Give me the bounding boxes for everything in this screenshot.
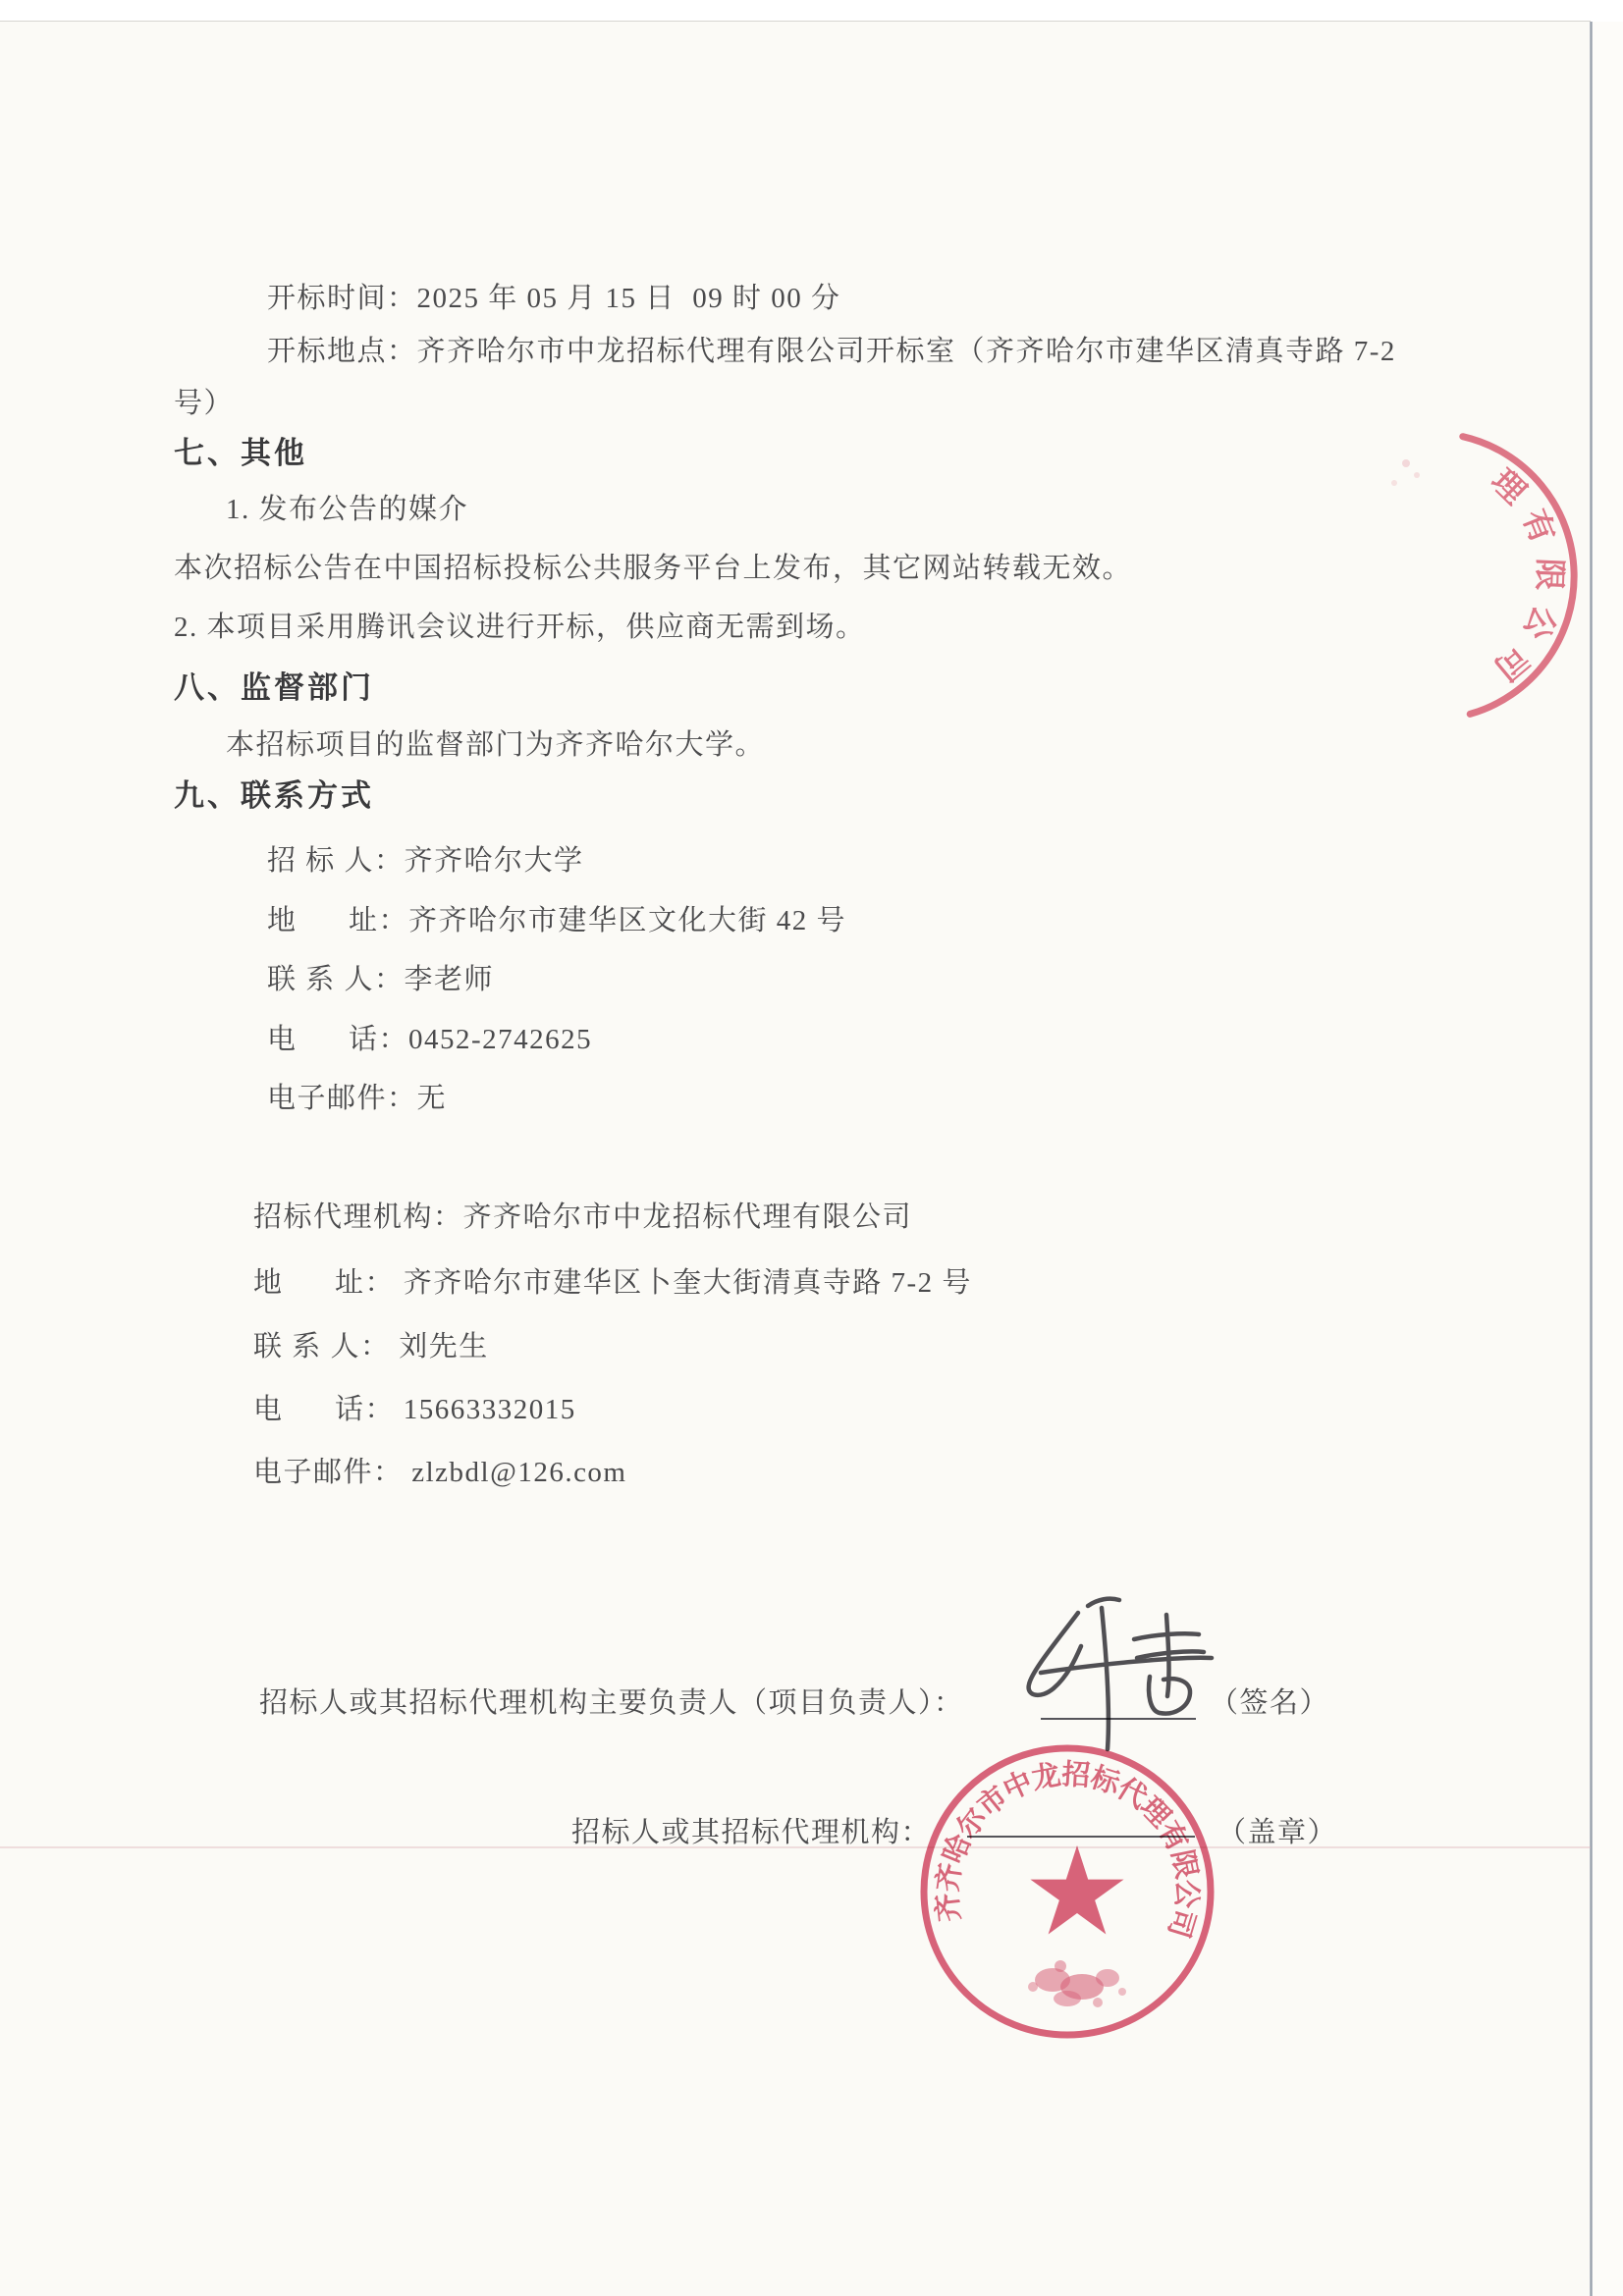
tenderer-name-line: 招 标 人：齐齐哈尔大学 [267,845,584,877]
section-8-title: 八、监督部门 [174,670,374,705]
scan-background [1593,22,1623,2296]
agency-email-line: 电子邮件： zlzbdl@126.com [253,1457,627,1488]
section-9-title: 九、联系方式 [174,778,374,813]
tenderer-address-line: 地 址：齐齐哈尔市建华区文化大街 42 号 [267,905,847,936]
seal-suffix: （盖章） [1217,1817,1338,1848]
section-7-item-2: 2. 本项目采用腾讯会议进行开标，供应商无需到场。 [174,612,866,643]
signature-label: 招标人或其招标代理机构主要负责人（项目负责人）： [259,1687,964,1719]
seal-smudge [1028,1960,1126,2007]
agency-address-line: 地 址： 齐齐哈尔市建华区卜奎大街清真寺路 7-2 号 [253,1267,972,1299]
agency-phone-line: 电 话： 15663332015 [253,1394,576,1425]
page-right-edge [1590,22,1593,2296]
open-time-line: 开标时间：2025 年 05 月 15 日 09 时 00 分 [267,283,841,314]
signature-suffix: （签名） [1210,1687,1330,1719]
tenderer-phone-line: 电 话：0452-2742625 [267,1024,593,1055]
company-seal-stamp [915,1739,1219,2044]
tenderer-email-line: 电子邮件：无 [267,1083,448,1114]
seal-star-icon [1030,1845,1123,1935]
section-8-body: 本招标项目的监督部门为齐齐哈尔大学。 [226,729,766,761]
section-7-title: 七、其他 [174,436,307,470]
agency-contact-line: 联 系 人： 刘先生 [253,1331,489,1362]
partial-seal-stamp [1257,402,1623,736]
partial-seal-faint-marks [1391,459,1420,486]
tenderer-contact-line: 联 系 人：李老师 [267,964,495,995]
seal-circular-text: 齐齐哈尔市中龙招标代理有限公司 [932,1758,1203,1941]
section-7-item-1: 1. 发布公告的媒介 [226,494,469,525]
open-place-line-1: 开标地点：齐齐哈尔市中龙招标代理有限公司开标室（齐齐哈尔市建华区清真寺路 7-2 [267,336,1396,367]
agency-name-line: 招标代理机构：齐齐哈尔市中龙招标代理有限公司 [253,1201,913,1233]
partial-seal-text: 理有限公司 [1478,461,1569,697]
seal-label: 招标人或其招标代理机构： [571,1817,932,1848]
section-7-media-text: 本次招标公告在中国招标投标公共服务平台上发布，其它网站转载无效。 [174,553,1133,584]
page-top-edge [0,21,1591,22]
open-place-line-2: 号） [174,388,235,419]
